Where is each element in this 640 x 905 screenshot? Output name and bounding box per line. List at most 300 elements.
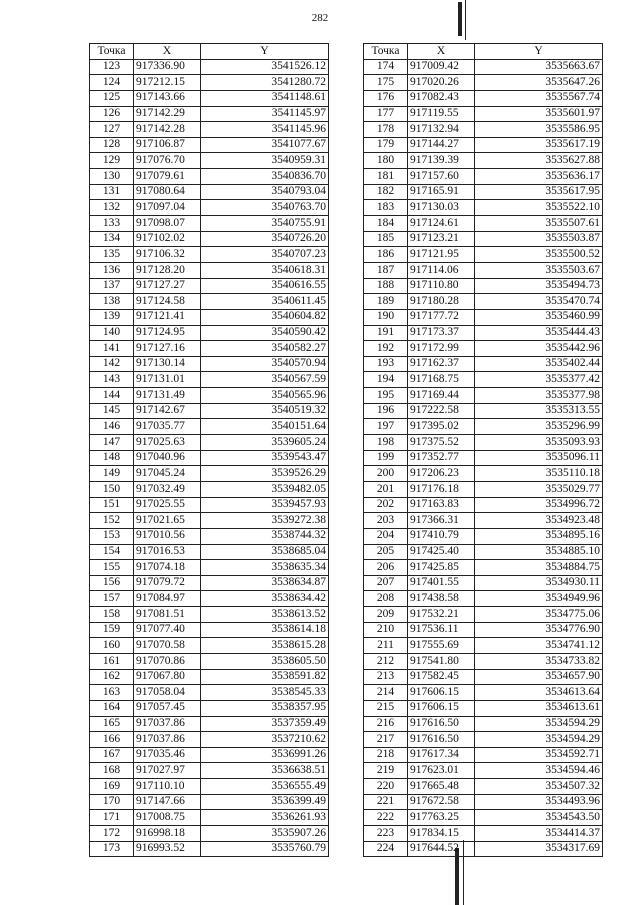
x-coordinate-cell: 917127.27 <box>134 278 201 294</box>
table-row <box>90 262 329 278</box>
point-number-cell: 133 <box>90 216 134 232</box>
x-coordinate-cell: 917127.16 <box>134 341 201 357</box>
point-number-cell: 174 <box>364 59 408 75</box>
x-coordinate-cell: 917130.14 <box>134 356 201 372</box>
table-row <box>90 325 329 341</box>
x-coordinate-cell: 917032.49 <box>134 481 201 497</box>
y-coordinate-cell: 3540570.94 <box>201 356 329 372</box>
table-row <box>364 794 603 810</box>
table-row <box>90 841 329 857</box>
x-coordinate-cell: 917665.48 <box>408 779 475 795</box>
point-number-cell: 171 <box>90 810 134 826</box>
x-coordinate-cell: 917124.58 <box>134 294 201 310</box>
y-coordinate-cell: 3535522.10 <box>475 200 603 216</box>
point-number-cell: 204 <box>364 528 408 544</box>
y-coordinate-cell: 3536555.49 <box>201 779 329 795</box>
point-number-cell: 198 <box>364 435 408 451</box>
point-number-cell: 185 <box>364 231 408 247</box>
point-number-cell: 215 <box>364 700 408 716</box>
x-coordinate-cell: 917425.85 <box>408 560 475 576</box>
point-number-cell: 172 <box>90 826 134 842</box>
x-coordinate-cell: 917040.96 <box>134 450 201 466</box>
point-number-cell: 166 <box>90 732 134 748</box>
table-row <box>364 216 603 232</box>
point-number-cell: 178 <box>364 122 408 138</box>
point-number-cell: 209 <box>364 607 408 623</box>
y-coordinate-cell: 3535470.74 <box>475 294 603 310</box>
point-number-cell: 199 <box>364 450 408 466</box>
point-number-cell: 130 <box>90 169 134 185</box>
y-coordinate-cell: 3539457.93 <box>201 497 329 513</box>
y-coordinate-cell: 3535096.11 <box>475 450 603 466</box>
point-number-cell: 200 <box>364 466 408 482</box>
point-number-cell: 132 <box>90 200 134 216</box>
table-row <box>364 826 603 842</box>
table-row <box>90 278 329 294</box>
x-coordinate-cell: 917672.58 <box>408 794 475 810</box>
table-row <box>90 59 329 75</box>
column-header-point: Точка <box>364 44 408 60</box>
table-header-row <box>364 44 603 60</box>
table-row <box>364 544 603 560</box>
point-number-cell: 187 <box>364 262 408 278</box>
point-number-cell: 145 <box>90 403 134 419</box>
y-coordinate-cell: 3541145.96 <box>201 122 329 138</box>
point-number-cell: 153 <box>90 528 134 544</box>
x-coordinate-cell: 917366.31 <box>408 513 475 529</box>
x-coordinate-cell: 917142.29 <box>134 106 201 122</box>
x-coordinate-cell: 917067.80 <box>134 669 201 685</box>
table-row <box>364 309 603 325</box>
y-coordinate-cell: 3535760.79 <box>201 841 329 857</box>
y-coordinate-cell: 3535503.67 <box>475 262 603 278</box>
point-number-cell: 156 <box>90 575 134 591</box>
table-row <box>364 278 603 294</box>
y-coordinate-cell: 3534895.16 <box>475 528 603 544</box>
x-coordinate-cell: 917079.72 <box>134 575 201 591</box>
x-coordinate-cell: 917532.21 <box>408 607 475 623</box>
x-coordinate-cell: 917037.86 <box>134 716 201 732</box>
x-coordinate-cell: 917162.37 <box>408 356 475 372</box>
x-coordinate-cell: 917097.04 <box>134 200 201 216</box>
x-coordinate-cell: 917123.21 <box>408 231 475 247</box>
table-row <box>364 779 603 795</box>
y-coordinate-cell: 3535601.97 <box>475 106 603 122</box>
point-number-cell: 203 <box>364 513 408 529</box>
point-number-cell: 183 <box>364 200 408 216</box>
y-coordinate-cell: 3538685.04 <box>201 544 329 560</box>
point-number-cell: 219 <box>364 763 408 779</box>
point-number-cell: 124 <box>90 75 134 91</box>
y-coordinate-cell: 3536261.93 <box>201 810 329 826</box>
point-number-cell: 191 <box>364 325 408 341</box>
table-row <box>90 763 329 779</box>
x-coordinate-cell: 917555.69 <box>408 638 475 654</box>
y-coordinate-cell: 3540611.45 <box>201 294 329 310</box>
table-row <box>90 810 329 826</box>
x-coordinate-cell: 917142.67 <box>134 403 201 419</box>
table-row <box>364 247 603 263</box>
table-row <box>90 388 329 404</box>
point-number-cell: 157 <box>90 591 134 607</box>
table-row <box>364 341 603 357</box>
x-coordinate-cell: 916993.52 <box>134 841 201 857</box>
point-number-cell: 143 <box>90 372 134 388</box>
x-coordinate-cell: 917106.32 <box>134 247 201 263</box>
point-number-cell: 216 <box>364 716 408 732</box>
point-number-cell: 161 <box>90 653 134 669</box>
point-number-cell: 154 <box>90 544 134 560</box>
table-row <box>364 591 603 607</box>
table-row <box>90 653 329 669</box>
y-coordinate-cell: 3535110.18 <box>475 466 603 482</box>
x-coordinate-cell: 917172.99 <box>408 341 475 357</box>
point-number-cell: 129 <box>90 153 134 169</box>
point-number-cell: 220 <box>364 779 408 795</box>
y-coordinate-cell: 3540565.96 <box>201 388 329 404</box>
point-number-cell: 159 <box>90 622 134 638</box>
x-coordinate-cell: 917077.40 <box>134 622 201 638</box>
x-coordinate-cell: 917009.42 <box>408 59 475 75</box>
y-coordinate-cell: 3535636.17 <box>475 169 603 185</box>
y-coordinate-cell: 3534996.72 <box>475 497 603 513</box>
table-row <box>90 513 329 529</box>
point-number-cell: 128 <box>90 137 134 153</box>
y-coordinate-cell: 3534923.48 <box>475 513 603 529</box>
point-number-cell: 150 <box>90 481 134 497</box>
y-coordinate-cell: 3535460.99 <box>475 309 603 325</box>
point-number-cell: 169 <box>90 779 134 795</box>
table-row <box>90 528 329 544</box>
y-coordinate-cell: 3539543.47 <box>201 450 329 466</box>
x-coordinate-cell: 917541.80 <box>408 653 475 669</box>
y-coordinate-cell: 3541148.61 <box>201 90 329 106</box>
y-coordinate-cell: 3538614.18 <box>201 622 329 638</box>
x-coordinate-cell: 917163.83 <box>408 497 475 513</box>
table-row <box>90 466 329 482</box>
column-header-point: Точка <box>90 44 134 60</box>
table-row <box>90 794 329 810</box>
table-row <box>364 560 603 576</box>
table-row <box>364 356 603 372</box>
table-row <box>90 450 329 466</box>
x-coordinate-cell: 917157.60 <box>408 169 475 185</box>
table-row <box>90 231 329 247</box>
y-coordinate-cell: 3536991.26 <box>201 747 329 763</box>
point-number-cell: 140 <box>90 325 134 341</box>
x-coordinate-cell: 917212.15 <box>134 75 201 91</box>
point-number-cell: 193 <box>364 356 408 372</box>
x-coordinate-cell: 917080.64 <box>134 184 201 200</box>
point-number-cell: 202 <box>364 497 408 513</box>
table-row <box>90 560 329 576</box>
table-row <box>90 591 329 607</box>
table-row <box>364 841 603 857</box>
point-number-cell: 186 <box>364 247 408 263</box>
y-coordinate-cell: 3540755.91 <box>201 216 329 232</box>
column-header-y: Y <box>475 44 603 60</box>
table-row <box>364 90 603 106</box>
table-row <box>90 435 329 451</box>
column-header-x: X <box>134 44 201 60</box>
table-row <box>90 747 329 763</box>
point-number-cell: 146 <box>90 419 134 435</box>
point-number-cell: 224 <box>364 841 408 857</box>
point-number-cell: 189 <box>364 294 408 310</box>
point-number-cell: 158 <box>90 607 134 623</box>
point-number-cell: 126 <box>90 106 134 122</box>
table-row <box>90 669 329 685</box>
x-coordinate-cell: 917395.02 <box>408 419 475 435</box>
table-row <box>90 779 329 795</box>
x-coordinate-cell: 917582.45 <box>408 669 475 685</box>
point-number-cell: 149 <box>90 466 134 482</box>
x-coordinate-cell: 917008.75 <box>134 810 201 826</box>
x-coordinate-cell: 917057.45 <box>134 700 201 716</box>
y-coordinate-cell: 3537359.49 <box>201 716 329 732</box>
coordinates-table-right <box>363 43 603 857</box>
point-number-cell: 194 <box>364 372 408 388</box>
y-coordinate-cell: 3540793.04 <box>201 184 329 200</box>
y-coordinate-cell: 3540726.20 <box>201 231 329 247</box>
table-row <box>90 200 329 216</box>
table-row <box>90 122 329 138</box>
x-coordinate-cell: 917616.50 <box>408 732 475 748</box>
x-coordinate-cell: 917132.94 <box>408 122 475 138</box>
y-coordinate-cell: 3534317.69 <box>475 841 603 857</box>
y-coordinate-cell: 3534613.64 <box>475 685 603 701</box>
table-row <box>364 513 603 529</box>
point-number-cell: 208 <box>364 591 408 607</box>
x-coordinate-cell: 917336.90 <box>134 59 201 75</box>
x-coordinate-cell: 917114.06 <box>408 262 475 278</box>
table-row <box>364 435 603 451</box>
table-row <box>364 528 603 544</box>
x-coordinate-cell: 917074.18 <box>134 560 201 576</box>
table-row <box>364 231 603 247</box>
point-number-cell: 181 <box>364 169 408 185</box>
table-row <box>90 716 329 732</box>
point-number-cell: 148 <box>90 450 134 466</box>
table-row <box>90 309 329 325</box>
table-row <box>90 372 329 388</box>
x-coordinate-cell: 917617.34 <box>408 747 475 763</box>
table-row <box>90 638 329 654</box>
y-coordinate-cell: 3539482.05 <box>201 481 329 497</box>
x-coordinate-cell: 917410.79 <box>408 528 475 544</box>
table-row <box>90 356 329 372</box>
table-row <box>90 153 329 169</box>
table-row <box>90 90 329 106</box>
point-number-cell: 190 <box>364 309 408 325</box>
x-coordinate-cell: 917401.55 <box>408 575 475 591</box>
y-coordinate-cell: 3534733.82 <box>475 653 603 669</box>
x-coordinate-cell: 917021.65 <box>134 513 201 529</box>
y-coordinate-cell: 3535627.88 <box>475 153 603 169</box>
table-row <box>364 607 603 623</box>
table-row <box>364 575 603 591</box>
x-coordinate-cell: 917106.87 <box>134 137 201 153</box>
table-row <box>364 669 603 685</box>
y-coordinate-cell: 3535093.93 <box>475 435 603 451</box>
y-coordinate-cell: 3538357.95 <box>201 700 329 716</box>
table-row <box>364 466 603 482</box>
table-row <box>364 732 603 748</box>
y-coordinate-cell: 3535567.74 <box>475 90 603 106</box>
y-coordinate-cell: 3540618.31 <box>201 262 329 278</box>
x-coordinate-cell: 917110.10 <box>134 779 201 795</box>
x-coordinate-cell: 917375.52 <box>408 435 475 451</box>
point-number-cell: 197 <box>364 419 408 435</box>
table-row <box>364 262 603 278</box>
point-number-cell: 213 <box>364 669 408 685</box>
point-number-cell: 223 <box>364 826 408 842</box>
x-coordinate-cell: 917131.01 <box>134 372 201 388</box>
y-coordinate-cell: 3541280.72 <box>201 75 329 91</box>
coordinates-table-left <box>89 43 329 857</box>
point-number-cell: 179 <box>364 137 408 153</box>
y-coordinate-cell: 3534613.61 <box>475 700 603 716</box>
x-coordinate-cell: 917139.39 <box>408 153 475 169</box>
x-coordinate-cell: 917143.66 <box>134 90 201 106</box>
x-coordinate-cell: 917070.86 <box>134 653 201 669</box>
scan-binding-mark <box>458 2 462 36</box>
table-row <box>364 403 603 419</box>
x-coordinate-cell: 917206.23 <box>408 466 475 482</box>
table-row <box>364 75 603 91</box>
x-coordinate-cell: 917763.25 <box>408 810 475 826</box>
table-row <box>364 169 603 185</box>
table-row <box>90 247 329 263</box>
y-coordinate-cell: 3534594.29 <box>475 732 603 748</box>
point-number-cell: 201 <box>364 481 408 497</box>
point-number-cell: 214 <box>364 685 408 701</box>
point-number-cell: 141 <box>90 341 134 357</box>
x-coordinate-cell: 916998.18 <box>134 826 201 842</box>
y-coordinate-cell: 3540763.70 <box>201 200 329 216</box>
column-header-x: X <box>408 44 475 60</box>
y-coordinate-cell: 3538634.42 <box>201 591 329 607</box>
table-row <box>364 700 603 716</box>
point-number-cell: 211 <box>364 638 408 654</box>
x-coordinate-cell: 917165.91 <box>408 184 475 200</box>
y-coordinate-cell: 3538635.34 <box>201 560 329 576</box>
table-row <box>364 106 603 122</box>
table-row <box>364 200 603 216</box>
point-number-cell: 163 <box>90 685 134 701</box>
y-coordinate-cell: 3540567.59 <box>201 372 329 388</box>
y-coordinate-cell: 3538634.87 <box>201 575 329 591</box>
y-coordinate-cell: 3535503.87 <box>475 231 603 247</box>
point-number-cell: 155 <box>90 560 134 576</box>
point-number-cell: 164 <box>90 700 134 716</box>
x-coordinate-cell: 917180.28 <box>408 294 475 310</box>
y-coordinate-cell: 3540616.55 <box>201 278 329 294</box>
table-row <box>90 184 329 200</box>
x-coordinate-cell: 917173.37 <box>408 325 475 341</box>
point-number-cell: 131 <box>90 184 134 200</box>
point-number-cell: 180 <box>364 153 408 169</box>
y-coordinate-cell: 3534592.71 <box>475 747 603 763</box>
x-coordinate-cell: 917025.55 <box>134 497 201 513</box>
y-coordinate-cell: 3538605.50 <box>201 653 329 669</box>
y-coordinate-cell: 3540707.23 <box>201 247 329 263</box>
point-number-cell: 195 <box>364 388 408 404</box>
table-row <box>364 622 603 638</box>
x-coordinate-cell: 917058.04 <box>134 685 201 701</box>
x-coordinate-cell: 917222.58 <box>408 403 475 419</box>
x-coordinate-cell: 917110.80 <box>408 278 475 294</box>
y-coordinate-cell: 3538615.28 <box>201 638 329 654</box>
point-number-cell: 192 <box>364 341 408 357</box>
point-number-cell: 205 <box>364 544 408 560</box>
table-row <box>364 294 603 310</box>
point-number-cell: 188 <box>364 278 408 294</box>
point-number-cell: 212 <box>364 653 408 669</box>
y-coordinate-cell: 3535377.42 <box>475 372 603 388</box>
table-row <box>90 544 329 560</box>
x-coordinate-cell: 917147.66 <box>134 794 201 810</box>
table-row <box>90 481 329 497</box>
y-coordinate-cell: 3540604.82 <box>201 309 329 325</box>
x-coordinate-cell: 917438.58 <box>408 591 475 607</box>
y-coordinate-cell: 3535617.95 <box>475 184 603 200</box>
x-coordinate-cell: 917644.52 <box>408 841 475 857</box>
y-coordinate-cell: 3534776.90 <box>475 622 603 638</box>
table-row <box>364 450 603 466</box>
table-row <box>364 153 603 169</box>
point-number-cell: 136 <box>90 262 134 278</box>
y-coordinate-cell: 3539526.29 <box>201 466 329 482</box>
point-number-cell: 210 <box>364 622 408 638</box>
point-number-cell: 147 <box>90 435 134 451</box>
x-coordinate-cell: 917616.50 <box>408 716 475 732</box>
table-row <box>364 685 603 701</box>
point-number-cell: 175 <box>364 75 408 91</box>
y-coordinate-cell: 3535586.95 <box>475 122 603 138</box>
x-coordinate-cell: 917119.55 <box>408 106 475 122</box>
point-number-cell: 135 <box>90 247 134 263</box>
table-row <box>90 294 329 310</box>
x-coordinate-cell: 917121.95 <box>408 247 475 263</box>
y-coordinate-cell: 3535507.61 <box>475 216 603 232</box>
point-number-cell: 170 <box>90 794 134 810</box>
table-row <box>364 419 603 435</box>
y-coordinate-cell: 3538591.82 <box>201 669 329 685</box>
y-coordinate-cell: 3534594.46 <box>475 763 603 779</box>
x-coordinate-cell: 917131.49 <box>134 388 201 404</box>
x-coordinate-cell: 917130.03 <box>408 200 475 216</box>
table-row <box>90 622 329 638</box>
x-coordinate-cell: 917124.61 <box>408 216 475 232</box>
y-coordinate-cell: 3534949.96 <box>475 591 603 607</box>
table-row <box>364 184 603 200</box>
y-coordinate-cell: 3534594.29 <box>475 716 603 732</box>
y-coordinate-cell: 3541145.97 <box>201 106 329 122</box>
point-number-cell: 139 <box>90 309 134 325</box>
y-coordinate-cell: 3536638.51 <box>201 763 329 779</box>
point-number-cell: 165 <box>90 716 134 732</box>
table-row <box>364 747 603 763</box>
table-row <box>90 137 329 153</box>
x-coordinate-cell: 917076.70 <box>134 153 201 169</box>
y-coordinate-cell: 3535442.96 <box>475 341 603 357</box>
table-row <box>90 497 329 513</box>
point-number-cell: 134 <box>90 231 134 247</box>
table-row <box>364 388 603 404</box>
x-coordinate-cell: 917606.15 <box>408 700 475 716</box>
x-coordinate-cell: 917623.01 <box>408 763 475 779</box>
